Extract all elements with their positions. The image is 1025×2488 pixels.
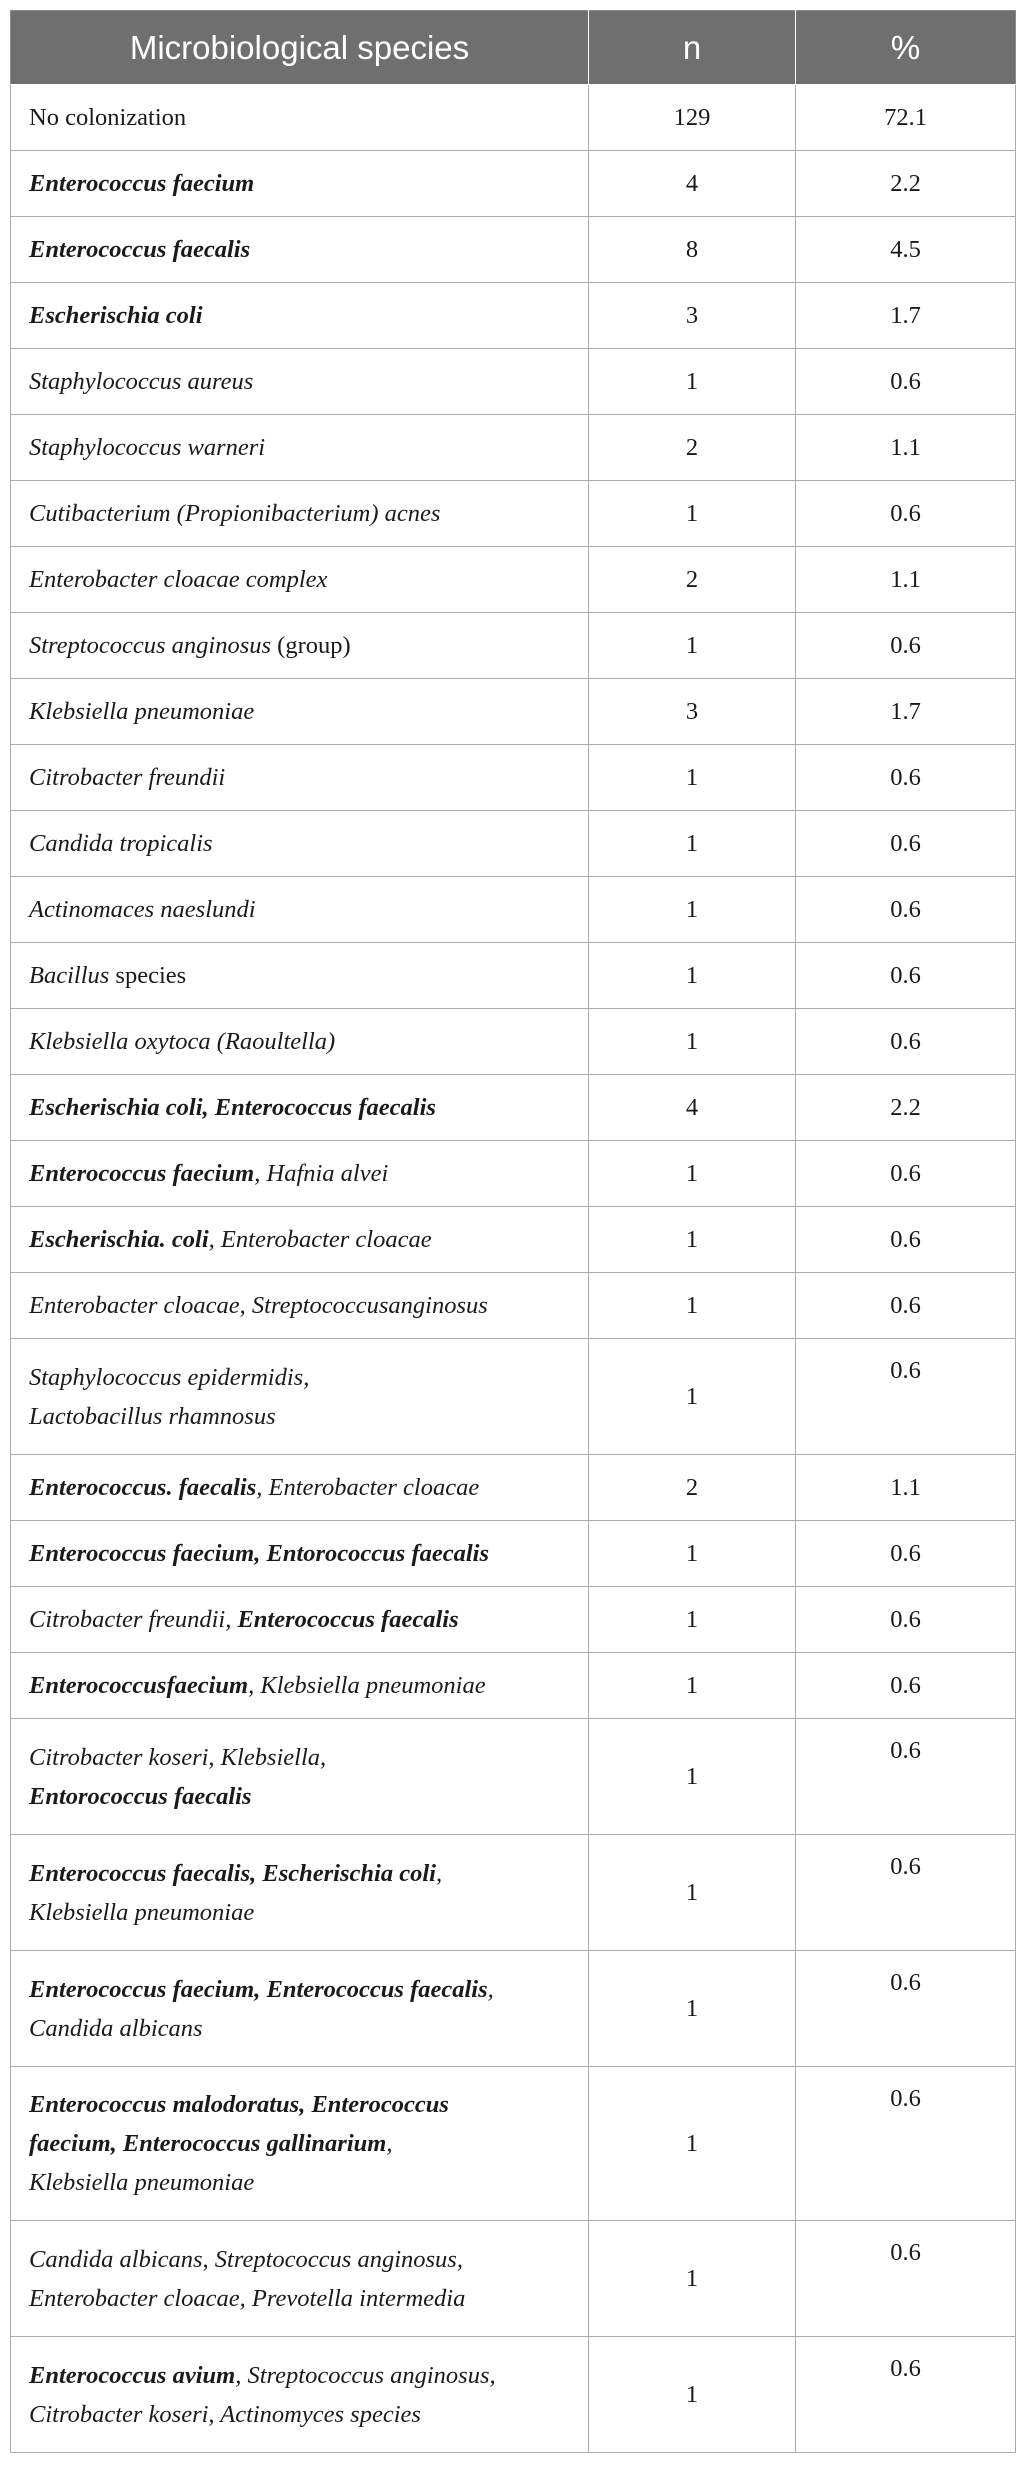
table-row [11,1719,1016,1835]
species-text: Citrobacter koseri, Klebsiella, [29,1743,327,1771]
species-cell [11,481,589,547]
count-cell: 1 [589,1141,796,1207]
species-cell [11,1075,589,1141]
table-row [11,1207,1016,1273]
species-text: Klebsiella oxytoca (Raoultella) [29,1028,336,1055]
percent-cell: 0.6 [796,613,1016,679]
species-text: Escherischia. coli [29,1226,209,1253]
species-cell [11,217,589,283]
percent-cell: 1.7 [796,679,1016,745]
count-cell: 1 [589,1207,796,1273]
header-percent: % [796,11,1016,85]
percent-cell: 1.1 [796,1455,1016,1521]
table-row [11,481,1016,547]
percent-cell: 2.2 [796,1075,1016,1141]
table-row [11,811,1016,877]
species-cell [11,1951,589,2067]
table-row [11,1455,1016,1521]
species-text: Candida albicans [29,2014,203,2042]
species-text: Enterococcus. faecalis [29,1474,257,1501]
species-text: , [435,1859,443,1887]
table-row [11,943,1016,1009]
table-row [11,85,1016,151]
table-body [11,85,1016,2453]
percent-cell: 0.6 [796,877,1016,943]
species-text: Bacillus [29,962,110,989]
table-row [11,1141,1016,1207]
species-cell [11,151,589,217]
table-row [11,1951,1016,2067]
percent-cell: 1.1 [796,415,1016,481]
percent-cell: 0.6 [796,2067,1016,2221]
table-row [11,877,1016,943]
header-row [11,11,1016,85]
count-cell: 1 [589,2221,796,2337]
percent-cell: 0.6 [796,1835,1016,1951]
species-text: Enterococcus faecium, Entorococcus faecalis [29,1540,490,1567]
count-cell: 1 [589,1273,796,1339]
table-row [11,1273,1016,1339]
table-row [11,2067,1016,2221]
table-row [11,1075,1016,1141]
count-cell: 4 [589,151,796,217]
count-cell: 1 [589,745,796,811]
count-cell: 2 [589,1455,796,1521]
species-text: , Hafnia alvei [254,1160,389,1187]
species-text: Enterobacter cloacae complex [29,566,328,593]
percent-cell: 0.6 [796,1719,1016,1835]
species-text: Streptococcus anginosus [29,632,272,659]
species-text: No colonization [29,104,187,131]
species-cell [11,1141,589,1207]
species-text: faecium, Enterococcus gallinarium [29,2130,387,2157]
count-cell: 1 [589,1587,796,1653]
count-cell: 3 [589,283,796,349]
species-text: Cutibacterium (Propionibacterium) acnes [29,500,441,527]
table-row [11,1587,1016,1653]
percent-cell: 0.6 [796,2337,1016,2453]
species-table-container [10,10,1015,2453]
count-cell: 1 [589,943,796,1009]
species-cell [11,1455,589,1521]
species-text: Enterococcus malodoratus, Enterococcus [29,2091,449,2118]
species-text: Klebsiella pneumoniae [29,698,255,725]
count-cell: 1 [589,1009,796,1075]
species-text: , [386,2130,393,2157]
count-cell: 1 [589,481,796,547]
percent-cell: 0.6 [796,1339,1016,1455]
count-cell: 1 [589,1521,796,1587]
table-row [11,2221,1016,2337]
count-cell: 8 [589,217,796,283]
table-row [11,547,1016,613]
count-cell: 129 [589,85,796,151]
species-cell [11,1719,589,1835]
species-cell [11,1653,589,1719]
species-text: Candida albicans, Streptococcus anginosus, [29,2245,463,2273]
count-cell: 1 [589,2067,796,2221]
percent-cell: 0.6 [796,1141,1016,1207]
species-text: Enterococcus faecalis, Escherischia coli [29,1859,436,1887]
percent-cell: 0.6 [796,2221,1016,2337]
species-text: , Enterobacter cloacae [256,1474,480,1501]
percent-cell: 0.6 [796,1653,1016,1719]
species-cell [11,877,589,943]
species-text: Entorococcus faecalis [29,1782,252,1810]
species-text: Citrobacter freundii [29,764,226,791]
species-text: Enterococcus faecium [29,1160,255,1187]
species-text: , Enterobacter cloacae [208,1226,432,1253]
table-row [11,1521,1016,1587]
table-row [11,217,1016,283]
table-row [11,1339,1016,1455]
species-text: species [109,962,187,989]
species-text: Enterobacter cloacae, Prevotella intermedia [29,2284,466,2312]
species-text: , Streptococcus anginosus, [235,2361,496,2389]
count-cell: 1 [589,1339,796,1455]
species-text: , [487,1975,494,2003]
species-text: Enterobacter cloacae, Streptococcusanginosus [29,1292,488,1319]
species-cell [11,745,589,811]
count-cell: 1 [589,1719,796,1835]
species-text: Escherischia coli [29,302,203,329]
species-cell [11,811,589,877]
species-text: Escherischia coli, Enterococcus faecalis [29,1094,436,1121]
species-text: Klebsiella pneumoniae [29,1898,255,1926]
species-text: (group) [271,632,351,659]
percent-cell: 0.6 [796,1273,1016,1339]
table-row [11,613,1016,679]
percent-cell: 1.1 [796,547,1016,613]
count-cell: 1 [589,811,796,877]
percent-cell: 0.6 [796,1951,1016,2067]
header-n: n [589,11,796,85]
species-cell [11,1587,589,1653]
species-cell [11,2337,589,2453]
species-cell [11,2067,589,2221]
species-cell [11,943,589,1009]
header-species: Microbiological species [11,11,589,85]
table-row [11,349,1016,415]
count-cell: 4 [589,1075,796,1141]
table-row [11,679,1016,745]
percent-cell: 2.2 [796,151,1016,217]
species-text: Enterococcusfaecium [29,1672,249,1699]
species-text: Actinomaces naeslundi [29,896,256,923]
percent-cell: 4.5 [796,217,1016,283]
table-row [11,151,1016,217]
percent-cell: 0.6 [796,349,1016,415]
percent-cell: 0.6 [796,1207,1016,1273]
table-row [11,745,1016,811]
percent-cell: 0.6 [796,943,1016,1009]
table-row [11,2337,1016,2453]
count-cell: 1 [589,1653,796,1719]
species-text: Staphylococcus aureus [29,368,254,395]
percent-cell: 1.7 [796,283,1016,349]
percent-cell: 0.6 [796,811,1016,877]
species-text: Klebsiella pneumoniae [29,2169,255,2196]
species-cell [11,1521,589,1587]
species-cell [11,283,589,349]
count-cell: 2 [589,415,796,481]
species-text: Enterococcus faecalis [237,1606,459,1633]
species-text: Citrobacter freundii, [29,1606,238,1633]
species-text: Staphylococcus epidermidis, [29,1363,310,1391]
species-cell [11,1273,589,1339]
species-cell [11,1009,589,1075]
species-cell [11,1835,589,1951]
percent-cell: 0.6 [796,1009,1016,1075]
species-text: Enterococcus avium [29,2361,236,2389]
species-text: Lactobacillus rhamnosus [29,1402,276,1430]
percent-cell: 0.6 [796,481,1016,547]
species-text: Citrobacter koseri, Actinomyces species [29,2400,421,2428]
table-row [11,283,1016,349]
count-cell: 1 [589,877,796,943]
percent-cell: 72.1 [796,85,1016,151]
species-cell [11,679,589,745]
percent-cell: 0.6 [796,1587,1016,1653]
species-cell [11,85,589,151]
percent-cell: 0.6 [796,1521,1016,1587]
table-header [11,11,1016,85]
count-cell: 1 [589,1835,796,1951]
species-cell [11,613,589,679]
species-text: , Klebsiella pneumoniae [248,1672,486,1699]
species-text: Enterococcus faecium [29,170,255,197]
species-cell [11,415,589,481]
species-cell [11,1207,589,1273]
species-cell [11,349,589,415]
count-cell: 1 [589,1951,796,2067]
count-cell: 1 [589,613,796,679]
count-cell: 3 [589,679,796,745]
species-text: Candida tropicalis [29,830,213,857]
percent-cell: 0.6 [796,745,1016,811]
species-cell [11,547,589,613]
table-row [11,415,1016,481]
count-cell: 2 [589,547,796,613]
species-text: Enterococcus faecium, Enterococcus faecalis [29,1975,488,2003]
species-cell [11,2221,589,2337]
microbiological-species-table [10,10,1016,2453]
species-text: Staphylococcus warneri [29,434,266,461]
species-cell [11,1339,589,1455]
table-row [11,1009,1016,1075]
count-cell: 1 [589,349,796,415]
table-row [11,1653,1016,1719]
species-text: Enterococcus faecalis [29,236,251,263]
count-cell: 1 [589,2337,796,2453]
table-row [11,1835,1016,1951]
